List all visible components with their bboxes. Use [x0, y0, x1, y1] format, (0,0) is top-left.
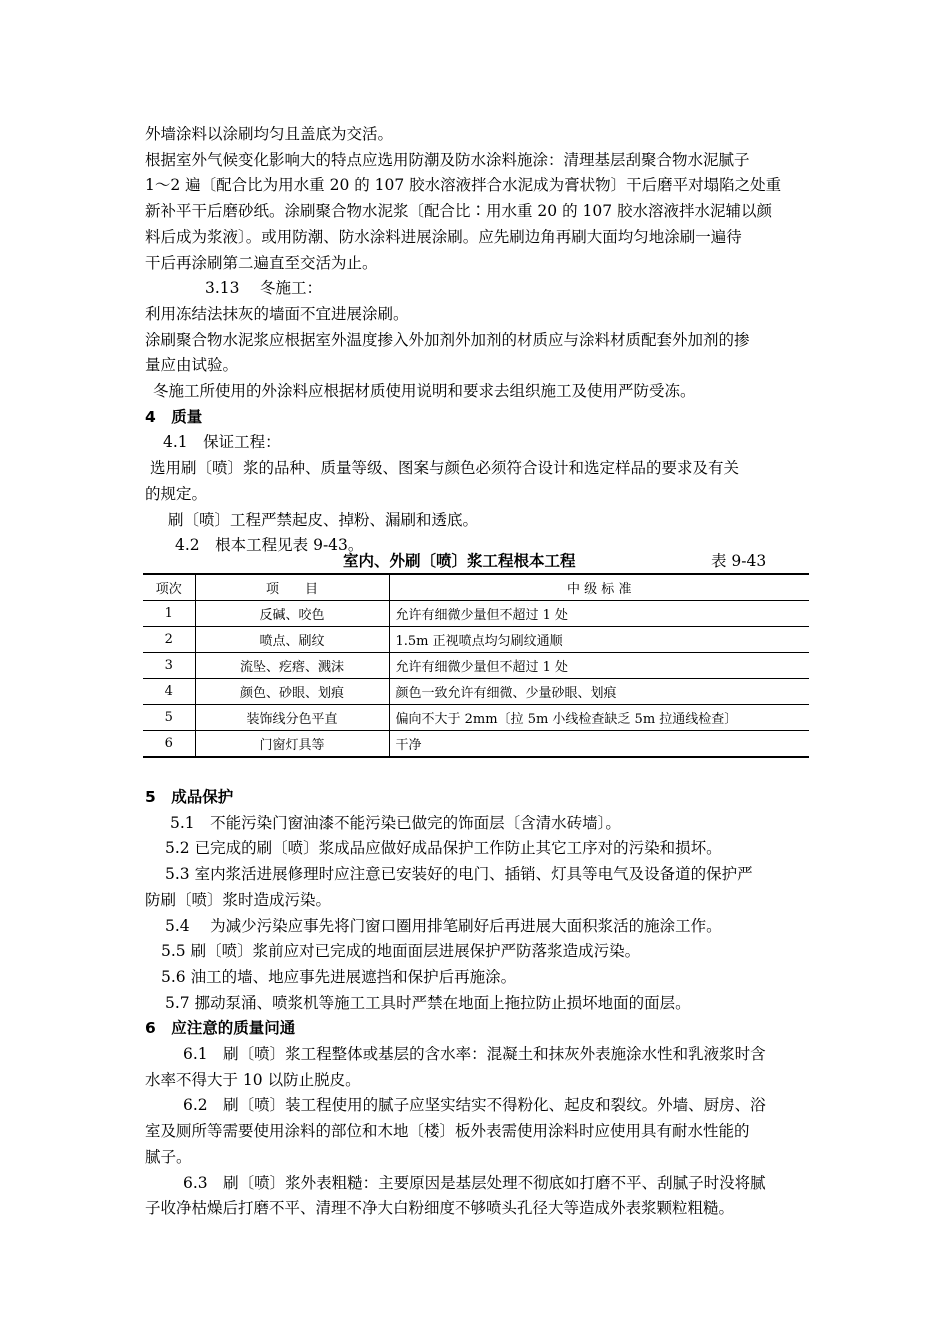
table-header-cell: 项 目 [195, 574, 389, 601]
paragraph-line: 5.1 不能污染门窗油漆不能污染已做完的饰面层〔含清水砖墙〕。 [170, 813, 621, 832]
paragraph-line: 干后再涂刷第二遍直至交活为止。 [145, 253, 378, 272]
paragraph-line: 防刷〔喷〕浆时造成污染。 [145, 890, 332, 909]
paragraph-line: 量应由试验。 [145, 356, 239, 375]
table-title: 室内、外刷〔喷〕浆工程根本工程 [343, 552, 576, 570]
table-header-cell: 中 级 标 准 [389, 574, 809, 601]
paragraph-line: 腻子。 [145, 1147, 192, 1166]
paragraph-line: 选用刷〔喷〕浆的品种、质量等级、图案与颜色必须符合设计和选定样品的要求及有关 [150, 459, 740, 478]
table-cell: 5 [143, 705, 195, 731]
table-cell: 1 [143, 601, 195, 627]
table-caption [145, 549, 810, 571]
table-row [143, 705, 809, 731]
paragraph-line: 5.7 挪动泵涌、喷浆机等施工工具时严禁在地面上拖拉防止损坏地面的面层。 [165, 993, 691, 1012]
paragraph-line: 外墙涂料以涂刷均匀且盖底为交活。 [145, 125, 394, 143]
paragraph-line: 子收净枯燥后打磨不平、清理不净大白粉细度不够喷头孔径大等造成外表浆颗粒粗糙。 [145, 1199, 735, 1218]
section-heading: 5 成品保护 [145, 788, 234, 806]
table-cell: 门窗灯具等 [195, 731, 389, 758]
paragraph-line: 5.6 油工的墙、地应事先进展遮挡和保护后再施涂。 [161, 967, 517, 986]
table-cell: 2 [143, 627, 195, 653]
table-cell: 偏向不大于 2mm〔拉 5m 小线检查缺乏 5m 拉通线检查〕 [389, 705, 809, 731]
paragraph-line: 刷〔喷〕工程严禁起皮、掉粉、漏刷和透底。 [168, 510, 479, 529]
table-number: 表 9-43 [711, 552, 767, 570]
table-cell: 颜色一致允许有细微、少量砂眼、划痕 [389, 679, 809, 705]
table-row [143, 653, 809, 679]
paragraph-line: 6.2 刷〔喷〕装工程使用的腻子应坚实结实不得粉化、起皮和裂纹。外墙、厨房、浴 [183, 1096, 766, 1115]
paragraph-line: 4.2 根本工程见表 9-43。 [175, 536, 364, 555]
paragraph-line: 水率不得大于 10 以防止脱皮。 [145, 1070, 361, 1089]
paragraph-line: 6.3 刷〔喷〕浆外表粗糙：主要原因是基层处理不彻底如打磨不平、刮腻子时没将腻 [183, 1173, 766, 1192]
table-cell: 干净 [389, 731, 809, 758]
table-cell: 4 [143, 679, 195, 705]
table-cell: 流坠、疙瘩、溅沫 [195, 653, 389, 679]
table-cell: 装饰线分色平直 [195, 705, 389, 731]
paragraph-line: 5.3 室内浆活进展修理时应注意已安装好的电门、插销、灯具等电气及设备道的保护严 [165, 865, 753, 884]
table-cell: 允许有细微少量但不超过 1 处 [389, 653, 809, 679]
section-heading: 4 质量 [145, 407, 203, 426]
table-row [143, 627, 809, 653]
paragraph-line: 室及厕所等需要使用涂料的部位和木地〔楼〕板外表需使用涂料时应使用具有耐水性能的 [145, 1122, 750, 1141]
paragraph-line: 5.2 已完成的刷〔喷〕浆成品应做好成品保护工作防止其它工序对的污染和损坏。 [165, 839, 722, 858]
section-heading: 6 应注意的质量问通 [145, 1019, 296, 1038]
paragraph-line: 4.1 保证工程： [163, 433, 281, 452]
table-cell: 3 [143, 653, 195, 679]
paragraph-line: 1～2 遍〔配合比为用水重 20 的 107 胶水溶液拌合水泥成为膏状物〕干后磨平对塌陷之处重 [145, 176, 782, 195]
table-cell: 1.5m 正视喷点均匀刷纹通顺 [389, 627, 809, 653]
table-cell: 允许有细微少量但不超过 1 处 [389, 601, 809, 627]
table-header-row [143, 574, 809, 601]
paragraph-line: 5.5 刷〔喷〕浆前应对已完成的地面面层进展保护严防落浆造成污染。 [161, 942, 641, 961]
paragraph-line: 3.13 冬施工： [205, 279, 322, 298]
table-row [143, 601, 809, 627]
paragraph-line: 冬施工所使用的外涂料应根据材质使用说明和要求去组织施工及使用严防受冻。 [153, 382, 696, 400]
paragraph-line: 涂刷聚合物水泥浆应根据室外温度掺入外加剂外加剂的材质应与涂料材质配套外加剂的掺 [145, 330, 750, 349]
quality-table [143, 573, 809, 758]
paragraph-line: 的规定。 [145, 484, 208, 503]
paragraph-line: 根据室外气候变化影响大的特点应选用防潮及防水涂料施涂：清理基层刮聚合物水泥腻子 [145, 150, 750, 169]
paragraph-line: 新补平干后磨砂纸。涂刷聚合物水泥浆〔配合比∶用水重 20 的 107 胶水溶液拌水泥辅以颜 [145, 202, 773, 221]
paragraph-line: 利用冻结法抹灰的墙面不宜进展涂刷。 [145, 304, 409, 323]
table-cell: 颜色、砂眼、划痕 [195, 679, 389, 705]
table-header-cell: 项次 [143, 574, 195, 601]
paragraph-line: 5.4 为减少污染应事先将门窗口圈用排笔刷好后再进展大面积浆活的施涂工作。 [165, 916, 722, 935]
paragraph-line: 料后成为浆液〕。或用防潮、防水涂料进展涂刷。应先刷边角再刷大面均匀地涂刷一遍待 [145, 227, 742, 246]
table-row [143, 731, 809, 758]
table-cell: 反碱、咬色 [195, 601, 389, 627]
table-cell: 喷点、刷纹 [195, 627, 389, 653]
table-cell: 6 [143, 731, 195, 758]
paragraph-line: 6.1 刷〔喷〕浆工程整体或基层的含水率：混凝土和抹灰外表施涂水性和乳液浆时含 [183, 1045, 766, 1063]
table-row [143, 679, 809, 705]
